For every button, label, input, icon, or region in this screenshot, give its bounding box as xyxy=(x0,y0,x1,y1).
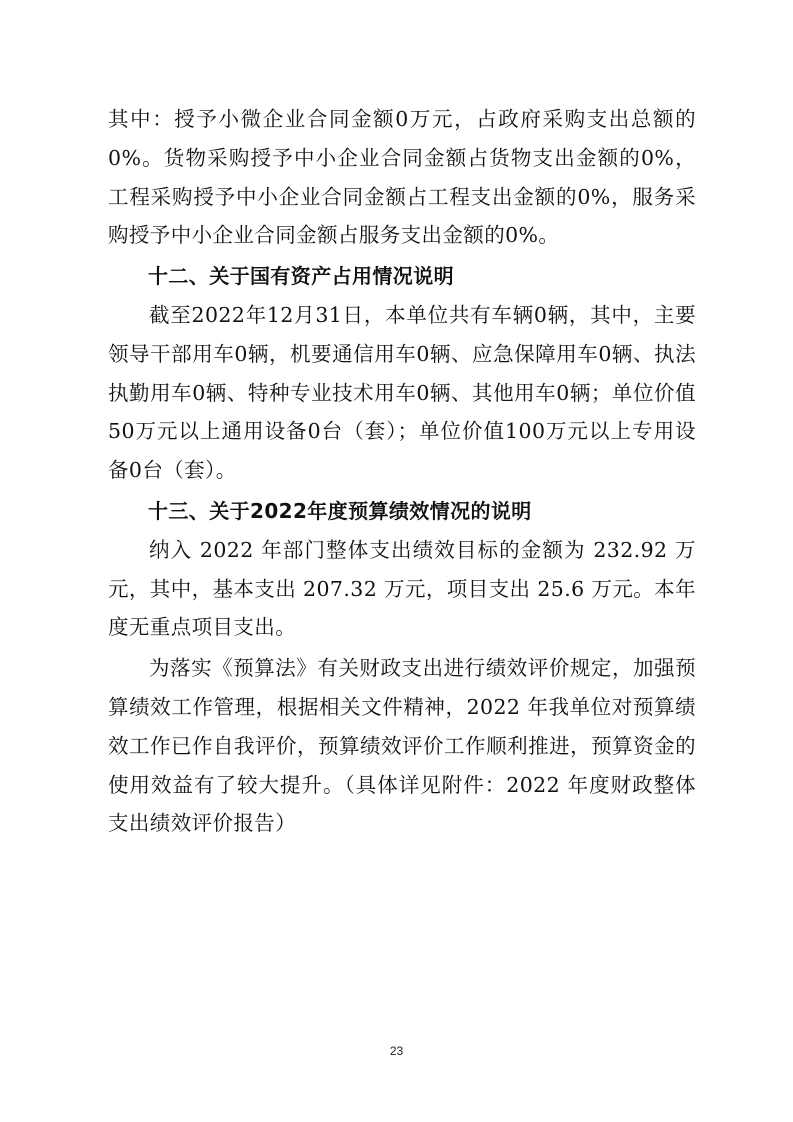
section-heading-13: 十三、关于2022年度预算绩效情况的说明 xyxy=(148,498,532,523)
state-assets-paragraph: 截至2022年12月31日，本单位共有车辆0辆，其中，主要领导干部用车0辆，机要通信用车0辆、应急保障用车0辆、执法执勤用车0辆、特种专业技术用车0辆、其他用车0辆；单位价值50万元以上通用设备0台（套）；单位价值100万元以上专用设备0台（套）。 xyxy=(108,302,696,483)
page-content xyxy=(108,100,696,843)
procurement-paragraph: 其中：授予小微企业合同金额0万元，占政府采购支出总额的0%。货物采购授予中小企业合同金额占货物支出金额的0%，工程采购授予中小企业合同金额占工程支出金额的0%，服务采购授予中小企业合同金额占服务支出金额的0%。 xyxy=(108,107,696,248)
performance-target-paragraph: 纳入 2022 年部门整体支出绩效目标的金额为 232.92 万元，其中，基本支出 207.32 万元，项目支出 25.6 万元。本年度无重点项目支出。 xyxy=(108,537,696,640)
section-heading-12: 十二、关于国有资产占用情况说明 xyxy=(148,264,454,289)
page-number: 23 xyxy=(389,1044,404,1058)
performance-evaluation-paragraph: 为落实《预算法》有关财政支出进行绩效评价规定，加强预算绩效工作管理，根据相关文件精神，2022 年我单位对预算绩效工作已作自我评价，预算绩效评价工作顺利推进，预算资金的使用效益有了较大提升。（具体详见附件：2022 年度财政整体支出绩效评价报告） xyxy=(108,656,696,836)
